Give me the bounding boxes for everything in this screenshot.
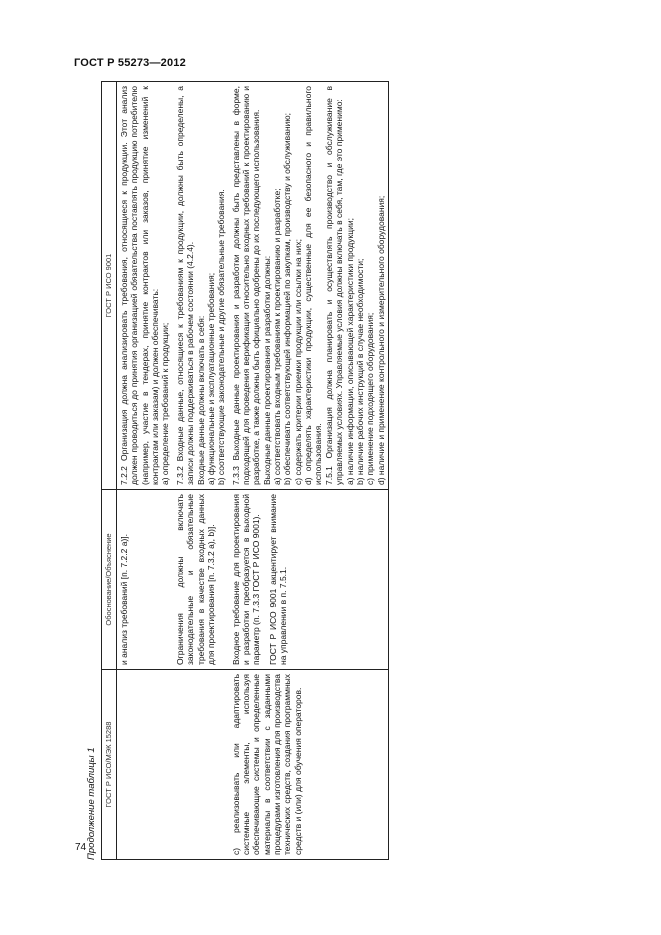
clause-text: Входные данные должны включать в себя: xyxy=(195,315,206,485)
comparison-table xyxy=(101,81,389,860)
clause-item: b) наличие рабочих инструкций в случае необходимости; xyxy=(354,258,365,485)
clause-text: 7.3.2 Входные данные, относящиеся к требованиям к продукции, должны быть определены, а записи должны поддерживаться в рабочем состоянии (4.2.4). xyxy=(174,86,196,485)
header-gost-9001: ГОСТ Р ИСО 9001 xyxy=(102,82,117,490)
rotated-table-page xyxy=(86,82,601,860)
table-row xyxy=(229,82,389,860)
cell-rationale: и анализ требований [п. 7.2.2 а)]. xyxy=(117,490,173,670)
clause-text: Выходные данные проектирования и разработки должны: xyxy=(261,255,272,485)
clause-item: d) наличие и применение контрольного и измерительного оборудования; xyxy=(375,195,386,485)
table-row xyxy=(117,82,173,860)
clause-item: а) функциональные и эксплуатационные требования; xyxy=(205,272,216,485)
clause-item: c) содержать критерии приемки продукции или ссылки на них; xyxy=(292,238,303,485)
header-gost-15288: ГОСТ Р ИСО/МЭК 15288 xyxy=(102,670,117,860)
page-number: 74 xyxy=(75,842,87,853)
clause-text: 7.2.2 Организация должна анализировать требования, относящиеся к продукции. Этот анализ должен проводиться до принятия организацией обязательства поставлять продукцию потребителю (например, участие в тендерах, принятие контрактов или заказов, принятие изменений к контрактам или заказам) и должен обеспечивать: xyxy=(119,86,161,485)
cell-rationale: Ограничения должны включать законодательные и обязательные требования в качестве входных данных для проектирования [п. 7.3.2 а), b)]. xyxy=(173,490,229,670)
table-caption: Продолжение таблицы 1 xyxy=(86,747,97,860)
cell-15288 xyxy=(173,670,229,860)
clause-item: а) определение требований к продукции; xyxy=(160,322,171,485)
header-rationale: Обоснование/Объяснение xyxy=(102,490,117,670)
clause-item: b) обеспечивать соответствующей информацией по закупкам, производству и обслуживанию; xyxy=(282,113,293,485)
cell-15288 xyxy=(117,670,173,860)
clause-item: d) определять характеристики продукции, существенные для ее безопасного и правильного использования. xyxy=(303,86,324,485)
clause-item: а) соответствовать входным требованиям к проектированию и разработке; xyxy=(272,188,283,485)
clause-item: b) соответствующие законодательные и другие обязательные требования. xyxy=(216,189,227,485)
rationale-text: ГОСТ Р ИСО 9001 акцентирует внимание на управлении в п. 7.5.1. xyxy=(267,494,289,665)
cell-9001 xyxy=(229,82,389,490)
clause-text: 7.3.3 Выходные данные проектирования и разработки должны быть представлены в форме, подходящей для проведения верификации относительно входных требований к проектированию и разработке, а также должны быть официально одобрены до их последующего использования. xyxy=(230,86,262,485)
rationale-text: Входное требование для проектирования и разработки преобразуется в выходной параметр (п. 7.3.3 ГОСТ Р ИСО 9001). xyxy=(230,494,262,665)
cell-9001 xyxy=(117,82,173,490)
cell-rationale xyxy=(229,490,389,670)
cell-15288: с) реализовывать или адаптировать системные элементы, используя обеспечивающие системы и определенные материалы в соответствии с заданными процедурами изготовления для производства технических средств, создания программных средств и (или) для обучения операторов. xyxy=(229,670,389,860)
clause-text: 7.5.1 Организация должна планировать и осуществлять производство и обслуживание в управляемых условиях. Управляемые условия должны включать в себя, там, где это применимо: xyxy=(323,86,345,485)
cell-9001 xyxy=(173,82,229,490)
table-header-row xyxy=(102,82,117,860)
clause-item: а) наличие информации, описывающей характеристики продукции; xyxy=(344,218,355,485)
standard-title: ГОСТ Р 55273—2012 xyxy=(74,57,186,69)
clause-item: c) применение подходящего оборудования; xyxy=(365,312,376,485)
table-row xyxy=(173,82,229,860)
